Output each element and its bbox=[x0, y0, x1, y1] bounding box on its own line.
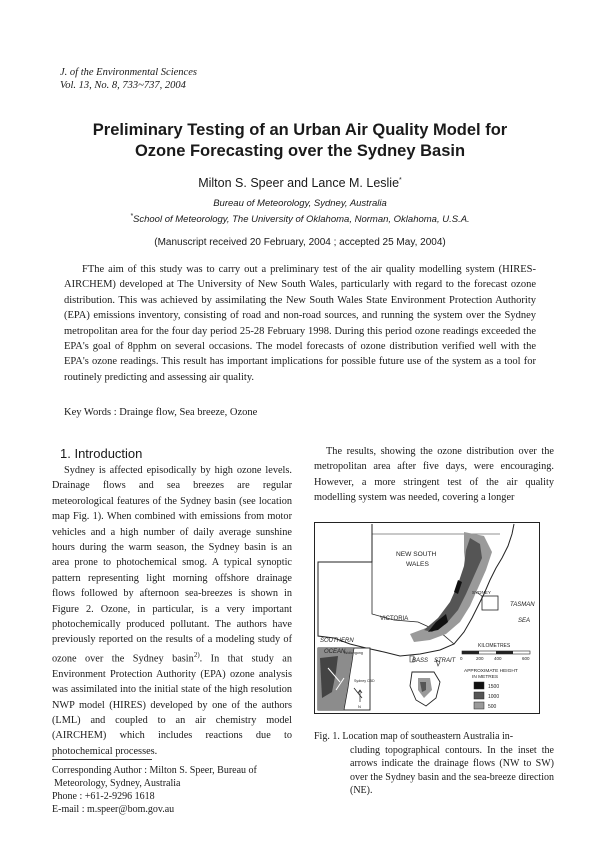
corr-email: E-mail : m.speer@bom.gov.au bbox=[52, 804, 175, 815]
section-heading: 1. Introduction bbox=[60, 446, 143, 461]
scale-bar-fill-2 bbox=[496, 651, 513, 654]
journal-volume: Vol. 13, No. 8, 733~737, 2004 bbox=[60, 80, 186, 91]
caption-lead: Fig. 1. Location map of southeastern Australia in- bbox=[314, 731, 514, 742]
label-wales: WALES bbox=[406, 561, 429, 568]
legend-swatch-1000 bbox=[474, 692, 484, 699]
scale-bar-fill-1 bbox=[462, 651, 479, 654]
label-ocean: OCEAN bbox=[324, 649, 346, 655]
label-tasman: TASMAN bbox=[510, 602, 535, 608]
affiliation-mark: * bbox=[130, 213, 134, 220]
label-victoria: VICTORIA bbox=[380, 616, 409, 622]
intro-paragraph-right: The results, showing the ozone distribution over the metropolitan area after five days, were encouraging. However, a more stringent test of the air quality modelling system was needed, covering a longer bbox=[314, 446, 554, 504]
corr-line-2: Meteorology, Sydney, Australia bbox=[54, 778, 181, 789]
label-southern: SOUTHERN bbox=[320, 638, 354, 644]
scale-tick-200: 200 bbox=[476, 656, 484, 661]
title-line-1: Preliminary Testing of an Urban Air Quality Model for bbox=[92, 121, 508, 139]
footnote-divider bbox=[52, 759, 152, 760]
scale-tick-400: 400 bbox=[494, 656, 502, 661]
caption-continuation: cluding topographical contours. In the inset the arrows indicate the drainage flows (NW to SW) over the Sydney basin and the sea-breeze direction (NE). bbox=[350, 744, 554, 796]
scale-title: KILOMETRES bbox=[478, 643, 511, 649]
affiliation-1: Bureau of Meteorology, Sydney, Australia bbox=[213, 198, 387, 209]
corr-line-1: Corresponding Author : Milton S. Speer, Bureau of bbox=[52, 765, 257, 776]
legend-label-1000: 1000 bbox=[488, 694, 500, 700]
legend-subtitle: IN METRES bbox=[472, 675, 499, 680]
legend-swatch-500 bbox=[474, 702, 484, 709]
author-names: Milton S. Speer and Lance M. Leslie bbox=[198, 176, 400, 190]
inset-label-north: N bbox=[358, 704, 361, 709]
inset-label-wollongong: Wollongong bbox=[344, 651, 363, 655]
label-nsw: NEW SOUTH bbox=[396, 551, 437, 558]
legend-swatch-1500 bbox=[474, 682, 484, 689]
citation-ref: 2) bbox=[193, 650, 200, 659]
author-list bbox=[60, 176, 540, 190]
legend-label-1500: 1500 bbox=[488, 684, 500, 690]
manuscript-dates: (Manuscript received 20 February, 2004 ; accepted 25 May, 2004) bbox=[154, 237, 446, 248]
intro-text-1: Sydney is affected episodically by high ozone levels. Drainage flows and sea breezes are regular meteorological features of the Sydney basin (see location map Fig. 1). When combined with emissions from motor vehicles and a high number of daily average sunshine hours during the warm season, the Sydney basin is an area prone to photochemical smog. A typical synoptic pattern representing light morning offshore drainage flows followed by afternoon sea-breezes is shown in Figure 2. Ozone, in particular, is a very important photochemically produced pollutant. The authors have previously reported on the results of a modeling study of ozone over the Sydney basin bbox=[52, 465, 292, 665]
title-line-2: Ozone Forecasting over the Sydney Basin bbox=[134, 142, 466, 160]
intro-text-2: . In that study an Environment Protection Authority (EPA) ozone analysis was assimilated into the initial state of the high resolution NWP model (HIRES) developed by one of the authors (LML) and coupled to an air chemistry model (AIRCHEM) which includes reactions due to photochemical processes. bbox=[52, 653, 292, 757]
label-sydney: SYDNEY bbox=[472, 590, 491, 595]
label-bass: BASS bbox=[412, 658, 429, 664]
legend-label-500: 500 bbox=[488, 704, 497, 710]
location-map-figure bbox=[314, 522, 540, 714]
author-mark: * bbox=[399, 176, 402, 184]
affiliations bbox=[60, 197, 540, 226]
intro-paragraph-left bbox=[52, 463, 292, 759]
scale-tick-600: 600 bbox=[522, 656, 530, 661]
figure-caption bbox=[314, 730, 554, 798]
affiliation-2-row bbox=[60, 210, 540, 226]
legend-title: APPROXIMATE HEIGHT bbox=[464, 669, 518, 674]
label-sea: SEA bbox=[518, 618, 531, 624]
inset-label-sydney: Sydney CBD bbox=[354, 679, 375, 683]
label-strait: STRAIT bbox=[434, 658, 456, 664]
journal-citation bbox=[60, 66, 197, 92]
journal-name: J. of the Environmental Sciences bbox=[60, 67, 197, 78]
paper-title bbox=[60, 120, 540, 162]
correspondence-footnote bbox=[52, 764, 292, 816]
scale-tick-0: 0 bbox=[460, 656, 463, 661]
abstract: FThe aim of this study was to carry out a preliminary test of the air quality modelling system (HIRES-AIRCHEM) developed at The University of New South Wales, particularly with regard to the forecast ozone distribution. This was achieved by assimilating the New South Wales State Environment Protection Authority (EPA) emissions inventory, consisting of road and non-road sources, and running the system over the Sydney metropolitan area for the four day period 25-28 February 1998. During this period ozone readings exceeded the EPA's goal of 8pphm on several occasions. The model forecasts of ozone distribution verified well with the EPA's ozone readings. This result has important implications for possible future use of the system as a tool for routinely predicting and assessing air quality. bbox=[64, 264, 536, 383]
keywords: Key Words : Drainge flow, Sea breeze, Ozone bbox=[64, 407, 258, 418]
corr-phone: Phone : +61-2-9296 1618 bbox=[52, 791, 155, 802]
affiliation-2: School of Meteorology, The University of Oklahoma, Norman, Oklahoma, U.S.A. bbox=[133, 214, 470, 226]
